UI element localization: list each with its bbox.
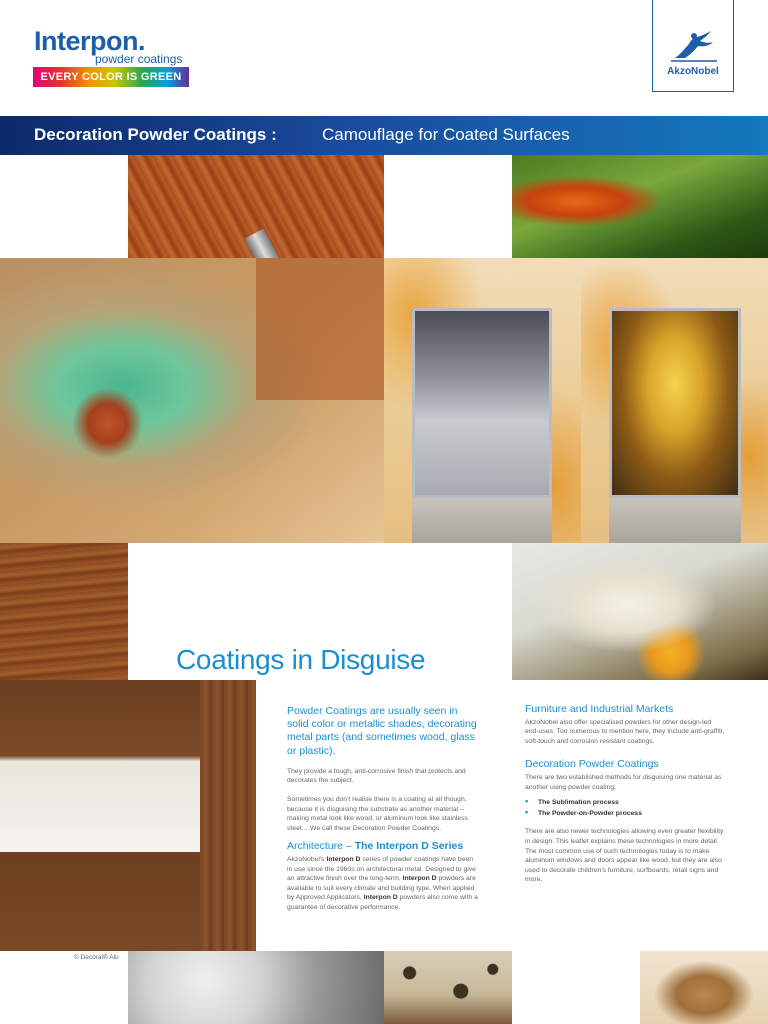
logo-word: Interpon: [34, 26, 138, 56]
logo-subtitle: powder coatings: [95, 52, 183, 66]
methods-list: [525, 798, 725, 818]
paragraph-2: Sometimes you don't realise there is a coating at all though, because it is disguising the substrate as another material – making metal look like wood, or aluminum look like stainless steel… We call these Decoration Powder Coatings.: [287, 796, 468, 832]
akzonobel-wordmark: AkzoNobel: [667, 66, 719, 77]
article-heading: Coatings in Disguise: [176, 644, 426, 675]
kitchen-image: [0, 680, 256, 951]
elevator-image-stainless: [384, 258, 581, 543]
elevator-cabin: [412, 308, 552, 498]
elevator-image-forest: [581, 258, 768, 543]
p3-bold: Interpon D: [326, 855, 361, 863]
mantis-image: [512, 155, 768, 258]
p3-text: powders are available to suit every climate and building type. When applied by Approved Applicators,: [287, 875, 476, 902]
butterfly-image: [512, 543, 768, 680]
akzonobel-figure-icon: [667, 28, 721, 64]
title-subtitle: Camouflage for Coated Surfaces: [322, 125, 570, 144]
wood-grain-image: [0, 543, 128, 680]
subheading-prefix: Architecture –: [287, 840, 355, 853]
dried-leaf-image: [640, 951, 768, 1024]
leopard-print-image: [384, 951, 512, 1024]
p3-text: series of powder coatings have been in use since the 1960s on architectural metal. Designed to give an attractive finish over the long-term,: [287, 855, 476, 883]
furniture-subheading: Furniture and Industrial Markets: [525, 703, 674, 715]
kitchen-cabinet: [200, 680, 256, 951]
chameleon-wood-overlay: [256, 258, 384, 400]
lead-paragraph: Powder Coatings are usually seen in solid color or metallic shades, decorating metal parts (and sometimes wood, glass or plastic).: [287, 705, 477, 757]
list-item: • The Sublimation process: [525, 798, 725, 808]
kitchen-counter: [0, 830, 200, 852]
tagline-banner: EVERY COLOR IS GREEN: [33, 67, 189, 87]
akzonobel-logo: [652, 0, 734, 92]
p3-text: AkzoNobel's: [287, 855, 327, 863]
article-column-2: [525, 705, 725, 885]
elevator-door-forest: [609, 308, 741, 498]
paragraph-1: They provide a tough, anti-corrosive finish that protects and decorates the subject.: [287, 767, 466, 785]
paragraph-methods: There are two established methods for disguising one material as another using powder coating:: [525, 773, 722, 791]
p3-text: powders also come with a guarantee of decorative performance.: [287, 894, 478, 911]
snow-leopard-image: [128, 951, 384, 1024]
title-main: Decoration Powder Coatings :: [34, 125, 277, 144]
photo-credit: © Decoral® Alu: [74, 954, 119, 961]
elevator-floor: [609, 498, 741, 543]
article-column-1: [287, 705, 479, 913]
paragraph-technologies: There are also newer technologies allowing even greater flexibility in design. This leaflet explains these technologies in more detail. The most common use of such technologies today is to make aluminum windows and doors appear like wood, but they are also used to decorate children's furniture, surfboards, retail signs and more.: [525, 828, 724, 884]
p3-bold: Interpon D: [402, 875, 437, 883]
paragraph-3: [287, 855, 479, 913]
list-item: • The Powder-on-Powder process: [525, 809, 725, 819]
logo-dot: .: [138, 26, 146, 56]
paragraph-furniture: AkzoNobel also offer specialised powders for other design-led end-uses. Too numerous to mention here, they include anti-graffiti, soft-touch and corrosion resistant coatings.: [525, 718, 725, 745]
subheading-bold: The Interpon D Series: [354, 840, 464, 853]
decoration-subheading: Decoration Powder Coatings: [525, 758, 659, 771]
elevator-floor: [412, 498, 552, 543]
p3-bold: Interpon D: [363, 894, 398, 902]
architecture-subheading: [287, 842, 479, 852]
